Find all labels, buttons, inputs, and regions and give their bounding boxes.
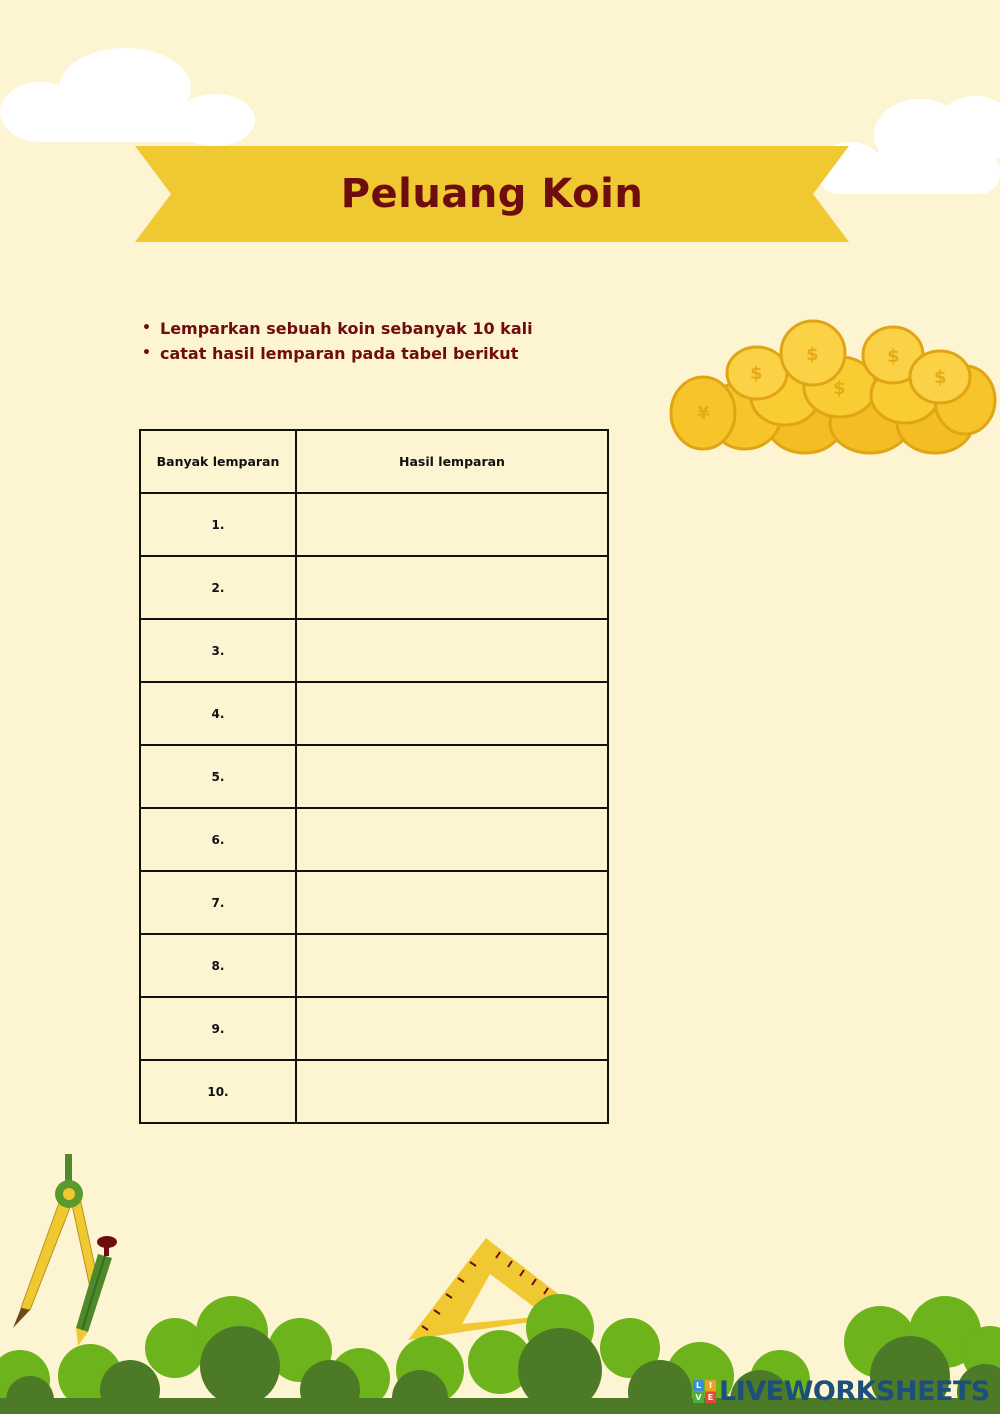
- throw-number: 1.: [140, 493, 296, 556]
- table-row: [140, 682, 608, 745]
- throw-number: 4.: [140, 682, 296, 745]
- table-row: [140, 1060, 608, 1123]
- throw-result-cell[interactable]: [296, 808, 608, 871]
- table-row: [140, 808, 608, 871]
- throw-number: 8.: [140, 934, 296, 997]
- instruction-item: • Lemparkan sebuah koin sebanyak 10 kali: [160, 316, 533, 341]
- table-row: [140, 493, 608, 556]
- throw-result-cell[interactable]: [296, 682, 608, 745]
- svg-text:¥: ¥: [697, 403, 710, 424]
- throw-result-cell[interactable]: [296, 556, 608, 619]
- instruction-item: • catat hasil lemparan pada tabel berikut: [160, 341, 533, 366]
- table-row: [140, 619, 608, 682]
- watermark-text: LIVEWORKSHEETS: [719, 1375, 990, 1407]
- svg-text:$: $: [934, 367, 947, 388]
- logo-letter: V: [693, 1392, 704, 1403]
- column-header-throw-count: Banyak lemparan: [140, 430, 296, 493]
- liveworksheets-watermark: [693, 1374, 990, 1408]
- svg-text:$: $: [806, 344, 819, 365]
- throw-result-cell[interactable]: [296, 934, 608, 997]
- table-row: [140, 997, 608, 1060]
- throw-number: 6.: [140, 808, 296, 871]
- throw-number: 9.: [140, 997, 296, 1060]
- throw-result-cell[interactable]: [296, 997, 608, 1060]
- instruction-list: [140, 316, 533, 366]
- logo-letter: E: [705, 1392, 716, 1403]
- table-header-row: [140, 430, 608, 493]
- table-row: [140, 934, 608, 997]
- table-row: [140, 871, 608, 934]
- throw-number: 5.: [140, 745, 296, 808]
- logo-letter: L: [693, 1380, 704, 1391]
- column-header-throw-result: Hasil lemparan: [296, 430, 608, 493]
- throw-number: 3.: [140, 619, 296, 682]
- liveworksheets-logo-icon: [693, 1380, 716, 1403]
- throw-number: 10.: [140, 1060, 296, 1123]
- throw-number: 7.: [140, 871, 296, 934]
- logo-letter: I: [705, 1380, 716, 1391]
- page-title: Peluang Koin: [340, 171, 644, 217]
- svg-text:$: $: [887, 346, 900, 367]
- table-row: [140, 745, 608, 808]
- table-row: [140, 556, 608, 619]
- throw-result-cell[interactable]: [296, 871, 608, 934]
- throw-result-cell[interactable]: [296, 1060, 608, 1123]
- throw-result-cell[interactable]: [296, 493, 608, 556]
- coin-pile-icon: [665, 315, 1000, 475]
- throw-result-cell[interactable]: [296, 745, 608, 808]
- throw-number: 2.: [140, 556, 296, 619]
- throw-result-cell[interactable]: [296, 619, 608, 682]
- svg-text:$: $: [833, 378, 846, 399]
- results-table: [139, 429, 609, 1124]
- svg-text:$: $: [750, 363, 763, 384]
